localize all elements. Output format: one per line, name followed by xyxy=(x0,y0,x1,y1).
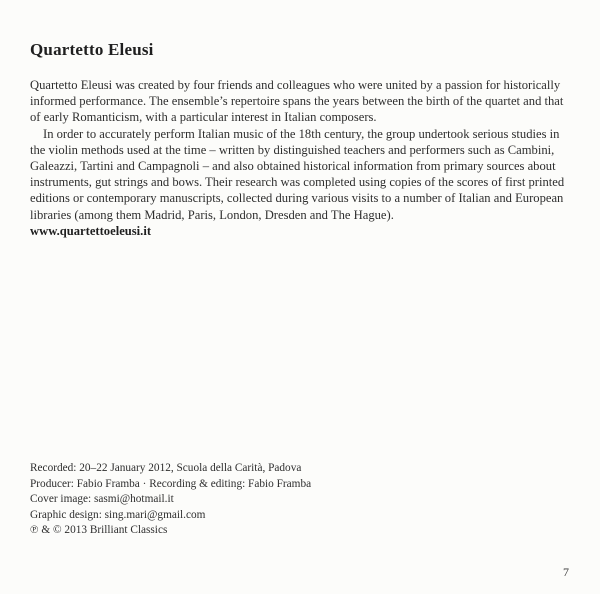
biography-paragraph-1: Quartetto Eleusi was created by four friends and colleagues who were united by a passion for historically informed performance. The ensemble’s repertoire spans the years between the birth of the quartet and that of early Romanticism, with a particular interest in Italian composers. xyxy=(30,78,564,125)
biography-text xyxy=(30,77,575,239)
website-link[interactable]: www.quartettoeleusi.it xyxy=(30,223,152,238)
credit-graphic-design: Graphic design: sing.mari@gmail.com xyxy=(30,508,206,521)
credit-cover-image: Cover image: sasmi@hotmail.it xyxy=(30,493,174,506)
credit-recorded: Recorded: 20–22 January 2012, Scuola della Carità, Padova xyxy=(30,462,302,474)
credits-block xyxy=(30,461,311,539)
credit-producer: Producer: Fabio Framba · Recording & editing: Fabio Framba xyxy=(30,477,312,490)
biography-paragraph-2: In order to accurately perform Italian music of the 18th century, the group undertook serious studies in the violin methods used at the time – written by distinguished teachers and performers such as Cambini, Galeazzi, Tartini and Campagnoli – and also obtained historical information from primary sources about instruments, gut strings and bows. Their research was completed using copies of the scores of first printed editions or contemporary manuscripts, collected during various visits to a number of Italian and European libraries (among them Madrid, Paris, London, Dresden and The Hague). xyxy=(30,126,565,222)
credit-copyright: ℗ & © 2013 Brilliant Classics xyxy=(30,524,168,537)
page-title: Quartetto Eleusi xyxy=(30,40,154,59)
page-number: 7 xyxy=(563,565,569,579)
